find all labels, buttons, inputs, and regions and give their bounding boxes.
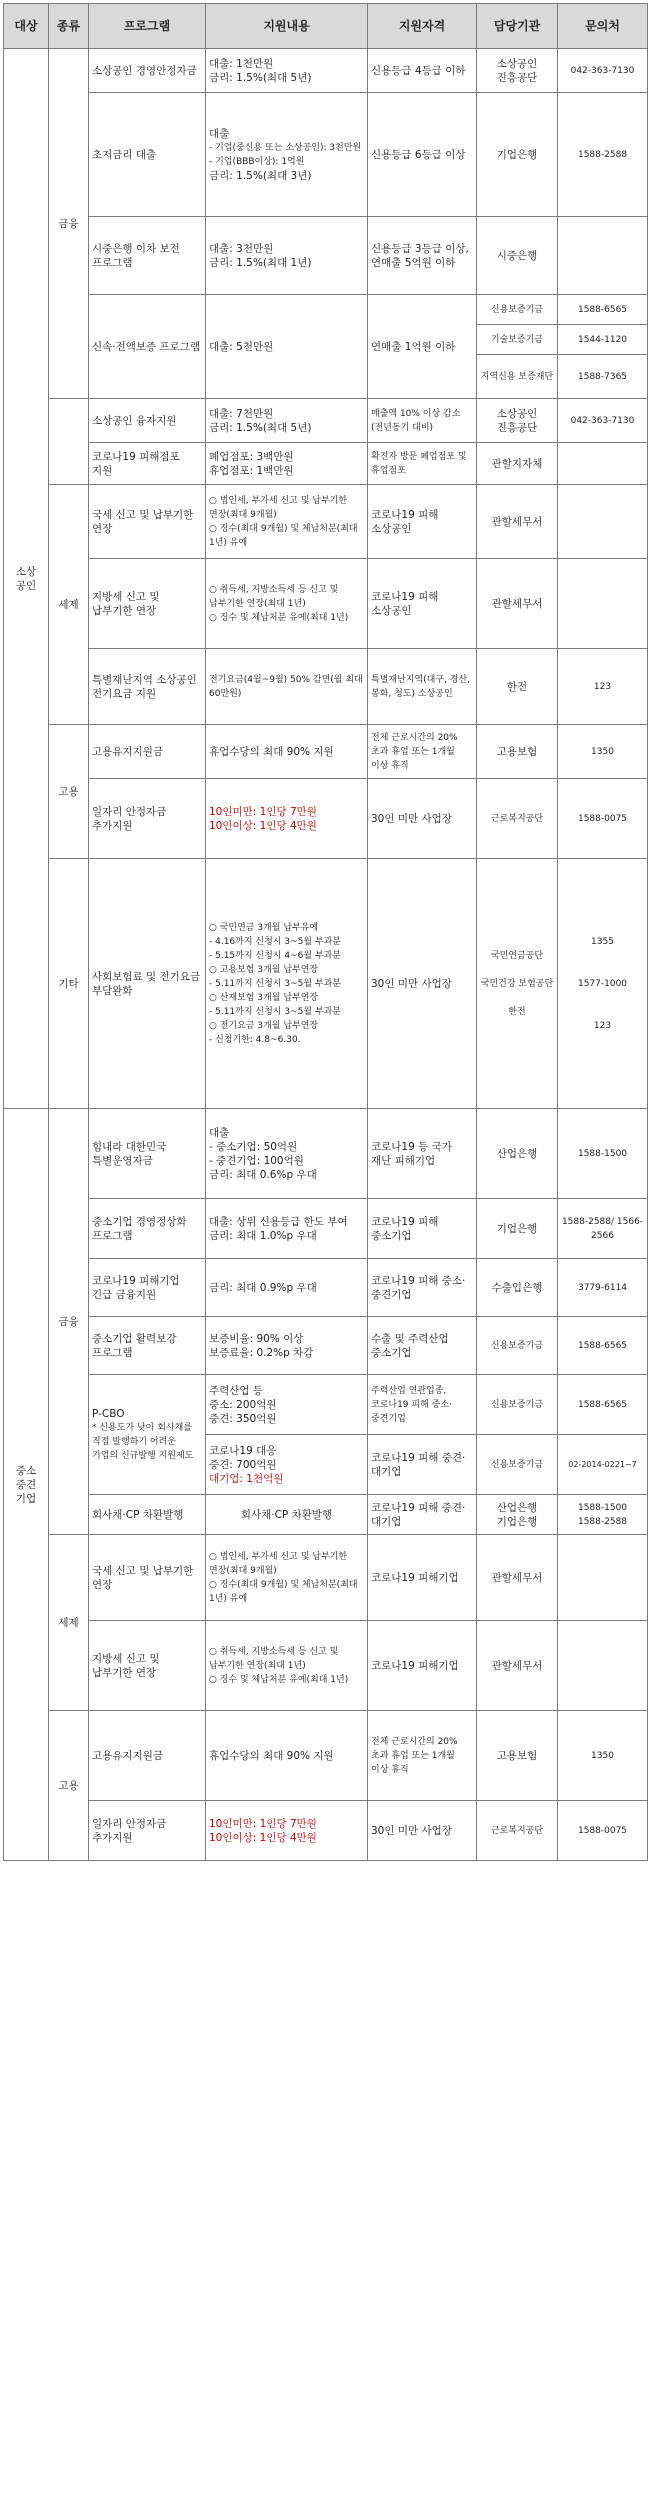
support-content: 주력산업 등 중소: 200억원 중견: 350억원 (206, 1375, 368, 1435)
table-row (4, 649, 648, 725)
agency: 신용보증기금 (477, 1375, 558, 1435)
agency: 기술보증기금 (477, 325, 558, 355)
support-content: 전기요금(4월~9월) 50% 감면(월 최대 60만원) (206, 649, 368, 725)
contact-number: 042-363-7130 (558, 399, 648, 443)
category-tax: 세제 (49, 485, 89, 725)
qualification: 수출 및 주력산업 중소기업 (368, 1317, 477, 1375)
program-name: 국세 신고 및 납부기한 연장 (89, 1535, 206, 1621)
header-program: 프로그램 (89, 4, 206, 49)
contact-number-empty (558, 559, 648, 649)
support-content: 대출 - 중소기업: 50억원 - 중견기업: 100억원 금리: 최대 0.6%p 우대 (206, 1109, 368, 1199)
program-name: 소상공인 융자지원 (89, 399, 206, 443)
support-content: 금리: 최대 0.9%p 우대 (206, 1259, 368, 1317)
agency: 관할세무서 (477, 1621, 558, 1711)
support-content: 대출: 7천만원 금리: 1.5%(최대 5년) (206, 399, 368, 443)
contact-number: 1588-6565 (558, 1375, 648, 1435)
table-row (4, 779, 648, 859)
program-name: 신속·전액보증 프로그램 (89, 295, 206, 399)
program-name: 지방세 신고 및 납부기한 연장 (89, 559, 206, 649)
section-sme: 중소 중견 기업 (4, 1109, 49, 1861)
support-content: ○ 취득세, 지방소득세 등 신고 및 납부기한 연장(최대 1년) ○ 징수 및 체납처분 유예(최대 1년) (206, 1621, 368, 1711)
table-row (4, 1621, 648, 1711)
header-target: 대상 (4, 4, 49, 49)
contact-number: 1588-6565 (558, 1317, 648, 1375)
table-row (4, 1109, 648, 1199)
support-content: 폐업점포: 3백만원 휴업점포: 1백만원 (206, 443, 368, 485)
program-name: 소상공인 경영안정자금 (89, 49, 206, 93)
agency: 관할세무서 (477, 1535, 558, 1621)
support-content: 휴업수당의 최대 90% 지원 (206, 725, 368, 779)
qualification: 매출액 10% 이상 감소(전년동기 대비) (368, 399, 477, 443)
agency: 지역신용 보증재단 (477, 355, 558, 399)
header-type: 종류 (49, 4, 89, 49)
program-name: 고용유지지원금 (89, 1711, 206, 1801)
program-name: 국세 신고 및 납부기한 연장 (89, 485, 206, 559)
category-employment: 고용 (49, 725, 89, 859)
table-row (4, 49, 648, 93)
support-content: 보증비율: 90% 이상 보증료율: 0.2%p 차감 (206, 1317, 368, 1375)
contact-number: 1350 (558, 1711, 648, 1801)
agency: 신용보증기금 (477, 1435, 558, 1495)
program-name: 일자리 안정자금 추가지원 (89, 779, 206, 859)
qualification: 코로나19 피해 중견·대기업 (368, 1435, 477, 1495)
table-header-row (4, 4, 648, 49)
qualification: 코로나19 피해 중소기업 (368, 1199, 477, 1259)
support-content: ○ 법인세, 부가세 신고 및 납부기한 연장(최대 9개월) ○ 징수(최대 9개월) 및 체납처분(최대 1년) 유예 (206, 485, 368, 559)
contact-number: 1588-7365 (558, 355, 648, 399)
qualification: 신용등급 6등급 이상 (368, 93, 477, 217)
table-row (4, 485, 648, 559)
qualification: 30인 미만 사업장 (368, 859, 477, 1109)
support-programs-table (3, 3, 648, 1861)
contact-number-empty (558, 485, 648, 559)
qualification: 코로나19 등 국가 재난 피해기업 (368, 1109, 477, 1199)
table-row (4, 1495, 648, 1535)
contact-group: 1588-1500 1588-2588 (558, 1495, 648, 1535)
agency: 시중은행 (477, 217, 558, 295)
table-row (4, 859, 648, 1109)
contact-number: 1350 (558, 725, 648, 779)
category-finance-continued (49, 399, 89, 485)
qualification: 전체 근로시간의 20% 초과 휴업 또는 1개월 이상 휴직 (368, 1711, 477, 1801)
program-name: 코로나19 피해점포 지원 (89, 443, 206, 485)
contact-number: 1544-1120 (558, 325, 648, 355)
contact-number-empty (558, 1535, 648, 1621)
program-name: 중소기업 경영정상화 프로그램 (89, 1199, 206, 1259)
section-small-business: 소상 공인 (4, 49, 49, 1109)
qualification: 30인 미만 사업장 (368, 779, 477, 859)
contact-number: 042-363-7130 (558, 49, 648, 93)
program-name: 회사채·CP 차환발행 (89, 1495, 206, 1535)
table-row (4, 725, 648, 779)
program-name: 코로나19 피해기업 긴급 금융지원 (89, 1259, 206, 1317)
contact-number: 1588-6565 (558, 295, 648, 325)
support-content: 휴업수당의 최대 90% 지원 (206, 1711, 368, 1801)
contact-number-empty (558, 1621, 648, 1711)
category-finance: 금융 (49, 1109, 89, 1535)
agency: 기업은행 (477, 1199, 558, 1259)
header-support: 지원내용 (206, 4, 368, 49)
qualification: 코로나19 피해 중소·중견기업 (368, 1259, 477, 1317)
qualification: 전체 근로시간의 20% 초과 휴업 또는 1개월 이상 휴직 (368, 725, 477, 779)
qualification: 신용등급 3등급 이상, 연매출 5억원 이하 (368, 217, 477, 295)
contact-number: 123 (558, 649, 648, 725)
contact-number-empty (558, 217, 648, 295)
table-row (4, 93, 648, 217)
program-name: 일자리 안정자금 추가지원 (89, 1801, 206, 1861)
agency-group: 산업은행 기업은행 (477, 1495, 558, 1535)
category-finance: 금융 (49, 49, 89, 399)
support-content: 10인미만: 1인당 7만원 10인이상: 1인당 4만원 (206, 779, 368, 859)
agency: 근로복지공단 (477, 779, 558, 859)
agency: 기업은행 (477, 93, 558, 217)
agency: 한전 (477, 649, 558, 725)
agency: 신용보증기금 (477, 295, 558, 325)
table-row (4, 443, 648, 485)
table-row (4, 1535, 648, 1621)
qualification: 신용등급 4등급 이하 (368, 49, 477, 93)
table-row (4, 399, 648, 443)
agency: 고용보험 (477, 725, 558, 779)
contact-number: 1588-2588 (558, 93, 648, 217)
table-row (4, 1375, 648, 1435)
program-name: 특별재난지역 소상공인 전기요금 지원 (89, 649, 206, 725)
qualification: 코로나19 피해 소상공인 (368, 485, 477, 559)
support-content: 대출: 1천만원 금리: 1.5%(최대 5년) (206, 49, 368, 93)
category-other: 기타 (49, 859, 89, 1109)
table-row (4, 1711, 648, 1801)
support-content: 10인미만: 1인당 7만원 10인이상: 1인당 4만원 (206, 1801, 368, 1861)
agency: 소상공인 진흥공단 (477, 49, 558, 93)
agency: 신용보증기금 (477, 1317, 558, 1375)
contact-number-empty (558, 443, 648, 485)
program-name: 시중은행 이차 보전 프로그램 (89, 217, 206, 295)
qualification: 주력산업 연관업종, 코로나19 피해 중소·중견기업 (368, 1375, 477, 1435)
category-tax: 세제 (49, 1535, 89, 1711)
agency: 관할세무서 (477, 559, 558, 649)
program-name: 사회보험료 및 전기요금 부담완화 (89, 859, 206, 1109)
qualification: 코로나19 피해 중견·대기업 (368, 1495, 477, 1535)
qualification: 특별재난지역(대구, 경산, 봉화, 청도) 소상공인 (368, 649, 477, 725)
table-row (4, 217, 648, 295)
support-content: ○ 취득세, 지방소득세 등 신고 및 납부기한 연장(최대 1년) ○ 징수 및 체납처분 유예(최대 1년) (206, 559, 368, 649)
support-content: ○ 국민연금 3개월 납부유예 - 4.16까지 신청시 3~5월 부과분 - 5.15까지 신청시 4~6월 부과분 ○ 고용보험 3개월 납부연장 - 5.11까지 신청시 3~5월 부과분 ○ 산재보험 3개월 납부연장 - 5.11까지 신청시 3~5월 부과분 ○ 전기요금 3개월 납부연장 - 신청기한: 4.8~6.30. (206, 859, 368, 1109)
table-row (4, 295, 648, 325)
contact-number: 02-2014-0221~7 (558, 1435, 648, 1495)
qualification: 코로나19 피해기업 (368, 1621, 477, 1711)
support-programs-table-sheet (3, 3, 647, 1861)
category-employment: 고용 (49, 1711, 89, 1861)
agency: 관할지자체 (477, 443, 558, 485)
program-name: P-CBO * 신용도가 낮아 회사채를 직접 발행하기 어려운 기업의 신규발행 지원제도 (89, 1375, 206, 1495)
contact-number: 3779-6114 (558, 1259, 648, 1317)
contact-number: 1588-0075 (558, 1801, 648, 1861)
support-content: ○ 법인세, 부가세 신고 및 납부기한 연장(최대 9개월) ○ 징수(최대 9개월) 및 체납처분(최대 1년) 유예 (206, 1535, 368, 1621)
agency: 산업은행 (477, 1109, 558, 1199)
program-name: 고용유지지원금 (89, 725, 206, 779)
table-row (4, 1317, 648, 1375)
program-name: 지방세 신고 및 납부기한 연장 (89, 1621, 206, 1711)
header-qualification: 지원자격 (368, 4, 477, 49)
support-content: 대출 - 기업(중신용 또는 소상공인): 3천만원 - 기업(BBB이상): 1억원 금리: 1.5%(최대 3년) (206, 93, 368, 217)
support-content: 회사채·CP 차환발행 (206, 1495, 368, 1535)
qualification: 연매출 1억원 이하 (368, 295, 477, 399)
header-agency: 담당기관 (477, 4, 558, 49)
qualification: 코로나19 피해 소상공인 (368, 559, 477, 649)
agency: 수출입은행 (477, 1259, 558, 1317)
table-row (4, 1199, 648, 1259)
table-row (4, 559, 648, 649)
qualification: 30인 미만 사업장 (368, 1801, 477, 1861)
program-name: 힘내라 대한민국 특별운영자금 (89, 1109, 206, 1199)
agency: 근로복지공단 (477, 1801, 558, 1861)
agency: 고용보험 (477, 1711, 558, 1801)
support-content: 대출: 5천만원 (206, 295, 368, 399)
contact-group: 1355 1577-1000 123 (558, 859, 648, 1109)
table-row (4, 1801, 648, 1861)
support-content: 대출: 3천만원 금리: 1.5%(최대 1년) (206, 217, 368, 295)
qualification: 확진자 방문 폐업점포 및 휴업점포 (368, 443, 477, 485)
agency: 소상공인 진흥공단 (477, 399, 558, 443)
agency-group: 국민연금공단 국민건강 보험공단 한전 (477, 859, 558, 1109)
support-content: 코로나19 대응 중견: 700억원 대기업: 1천억원 (206, 1435, 368, 1495)
header-contact: 문의처 (558, 4, 648, 49)
table-row (4, 1259, 648, 1317)
contact-number: 1588-0075 (558, 779, 648, 859)
contact-number: 1588-1500 (558, 1109, 648, 1199)
support-content: 대출: 상위 신용등급 한도 부여 금리: 최대 1.0%p 우대 (206, 1199, 368, 1259)
qualification: 코로나19 피해기업 (368, 1535, 477, 1621)
program-name: 초저금리 대출 (89, 93, 206, 217)
agency: 관할세무서 (477, 485, 558, 559)
contact-number: 1588-2588/ 1566-2566 (558, 1199, 648, 1259)
program-name: 중소기업 활력보강 프로그램 (89, 1317, 206, 1375)
